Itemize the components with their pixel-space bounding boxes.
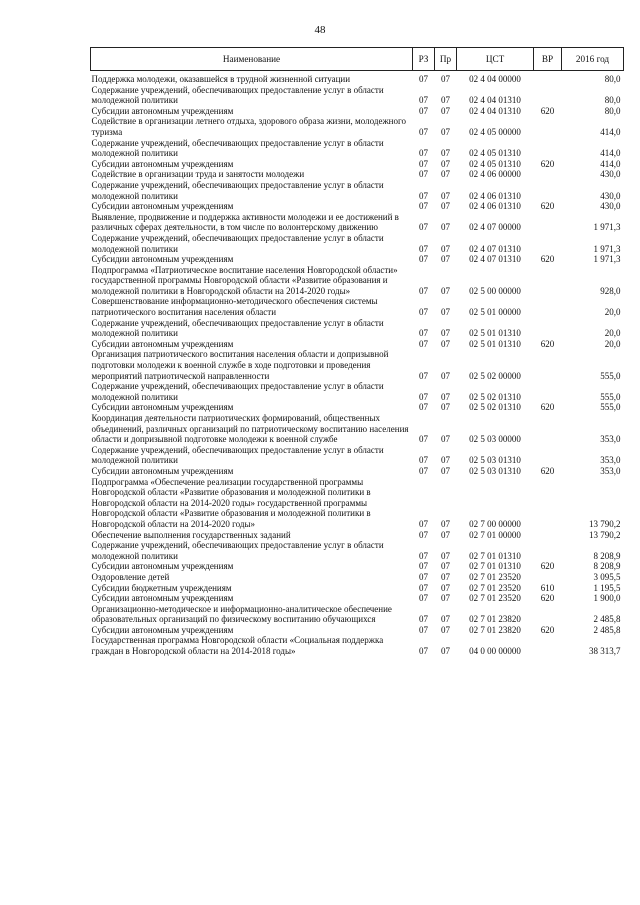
- table-row: [91, 445, 624, 466]
- table-row: [91, 466, 624, 477]
- cell-cst: 02 7 00 00000: [469, 518, 521, 529]
- cell-amount: 1 195,5: [593, 582, 621, 593]
- cell-name: Совершенствование информационно-методического обеспечения системы патриотического воспитания населения области: [91, 296, 378, 318]
- cell-cst: 02 5 03 00000: [469, 434, 521, 445]
- cell-amount: 430,0: [600, 201, 621, 212]
- cell-vr: 610: [540, 582, 555, 593]
- cell-vr: [534, 212, 562, 233]
- cell-name: Государственная программа Новгородской области «Социальная поддержка граждан в Новгородской области на 2014-2018 годы»: [91, 635, 384, 657]
- cell-pr: 07: [441, 338, 450, 349]
- cell-rz: 07: [419, 571, 428, 582]
- cell-amount: 1 900,0: [593, 593, 621, 604]
- cell-pr: 07: [441, 190, 450, 201]
- table-row: [91, 85, 624, 106]
- cell-name: Обеспечение выполнения государственных заданий: [91, 529, 291, 540]
- cell-rz: 07: [419, 434, 428, 445]
- cell-amount: 20,0: [604, 338, 621, 349]
- cell-rz: 07: [419, 328, 428, 339]
- table-row: [91, 540, 624, 561]
- cell-vr: [534, 85, 562, 106]
- table-row: [91, 201, 624, 212]
- cell-amount: 8 208,9: [593, 561, 621, 572]
- cell-cst: 02 4 06 01310: [469, 201, 521, 212]
- cell-rz: 07: [419, 518, 428, 529]
- cell-cst: 02 5 02 01310: [469, 391, 521, 402]
- cell-amount: 2 485,8: [593, 624, 621, 635]
- cell-vr: [534, 530, 562, 541]
- cell-vr: [534, 265, 562, 297]
- cell-pr: 07: [441, 105, 450, 116]
- cell-cst: 04 0 00 00000: [469, 646, 521, 657]
- cell-pr: 07: [441, 561, 450, 572]
- cell-amount: 80,0: [604, 105, 621, 116]
- cell-amount: 555,0: [600, 391, 621, 402]
- table-header-row: [91, 48, 624, 71]
- table-row: [91, 339, 624, 350]
- cell-pr: 07: [441, 571, 450, 582]
- table-row: [91, 233, 624, 254]
- cell-rz: 07: [419, 307, 428, 318]
- table-row: [91, 413, 624, 445]
- header-pr: Пр: [435, 48, 457, 71]
- cell-vr: [534, 477, 562, 530]
- table-row: [91, 138, 624, 159]
- cell-amount: 928,0: [600, 285, 621, 296]
- cell-name: Субсидии автономным учреждениям: [91, 465, 234, 476]
- cell-name: Подпрограмма «Патриотическое воспитание населения Новгородской области» государственной программы Новгородской области «Развитие образования и молодежной политики в Новгородской области на 2014-2020 годы»: [91, 264, 398, 296]
- cell-vr: [534, 116, 562, 137]
- cell-vr: 620: [540, 105, 555, 116]
- table-row: [91, 349, 624, 381]
- table-row: [91, 530, 624, 541]
- cell-name: Поддержка молодежи, оказавшейся в трудной жизненной ситуации: [91, 74, 351, 84]
- cell-pr: 07: [441, 169, 450, 180]
- cell-pr: 07: [441, 529, 450, 540]
- cell-name: Субсидии автономным учреждениям: [91, 402, 234, 413]
- cell-pr: 07: [441, 328, 450, 339]
- cell-cst: 02 4 04 01310: [469, 105, 521, 116]
- cell-name: Содержание учреждений, обеспечивающих предоставление услуг в области молодежной политики: [91, 84, 384, 106]
- cell-amount: 430,0: [600, 190, 621, 201]
- cell-cst: 02 5 01 01310: [469, 328, 521, 339]
- cell-pr: 07: [441, 222, 450, 233]
- cell-rz: 07: [419, 338, 428, 349]
- cell-amount: 555,0: [600, 402, 621, 413]
- cell-pr: 07: [441, 285, 450, 296]
- cell-pr: 07: [441, 158, 450, 169]
- cell-vr: 620: [540, 593, 555, 604]
- cell-rz: 07: [419, 391, 428, 402]
- cell-amount: 353,0: [600, 465, 621, 476]
- cell-name: Субсидии автономным учреждениям: [91, 254, 234, 265]
- table-row: [91, 381, 624, 402]
- cell-pr: 07: [441, 126, 450, 137]
- cell-vr: 620: [540, 465, 555, 476]
- cell-amount: 8 208,9: [593, 550, 621, 561]
- cell-amount: 3 095,5: [593, 571, 621, 582]
- cell-rz: 07: [419, 529, 428, 540]
- cell-pr: 07: [441, 391, 450, 402]
- cell-name: Субсидии автономным учреждениям: [91, 201, 234, 212]
- cell-cst: 02 7 01 23520: [469, 571, 521, 582]
- cell-rz: 07: [419, 614, 428, 625]
- cell-name: Содержание учреждений, обеспечивающих предоставление услуг в области молодежной политики: [91, 540, 384, 561]
- table-row: [91, 583, 624, 594]
- table-body: [91, 71, 624, 657]
- cell-vr: [534, 540, 562, 561]
- cell-vr: [534, 445, 562, 466]
- table-row: [91, 180, 624, 201]
- cell-cst: 02 5 01 00000: [469, 307, 521, 318]
- cell-cst: 02 5 03 01310: [469, 465, 521, 476]
- cell-cst: 02 4 06 00000: [469, 169, 521, 180]
- cell-pr: 07: [441, 614, 450, 625]
- cell-name: Субсидии автономным учреждениям: [91, 105, 234, 116]
- cell-amount: 414,0: [600, 126, 621, 137]
- cell-vr: [534, 180, 562, 201]
- cell-rz: 07: [419, 561, 428, 572]
- table-row: [91, 402, 624, 413]
- cell-name: Субсидии автономным учреждениям: [91, 561, 234, 572]
- cell-rz: 07: [419, 222, 428, 233]
- cell-cst: 02 4 04 00000: [469, 74, 521, 84]
- table-row: [91, 296, 624, 317]
- cell-rz: 07: [419, 582, 428, 593]
- table-row: [91, 116, 624, 137]
- cell-rz: 07: [419, 624, 428, 635]
- cell-name: Содействие в организации летнего отдыха, здорового образа жизни, молодежного туризма: [91, 116, 406, 137]
- cell-pr: 07: [441, 550, 450, 561]
- cell-name: Субсидии автономным учреждениям: [91, 158, 234, 169]
- cell-pr: 07: [441, 402, 450, 413]
- cell-cst: 02 4 06 01310: [469, 190, 521, 201]
- cell-rz: 07: [419, 402, 428, 413]
- cell-pr: 07: [441, 582, 450, 593]
- cell-cst: 02 4 05 01310: [469, 158, 521, 169]
- cell-vr: [534, 169, 562, 180]
- page-number: 48: [314, 24, 326, 36]
- cell-amount: 1 971,3: [593, 243, 621, 254]
- cell-vr: 620: [540, 158, 555, 169]
- cell-vr: [534, 296, 562, 317]
- cell-vr: [534, 572, 562, 583]
- table-row: [91, 254, 624, 265]
- cell-cst: 02 7 01 23820: [469, 624, 521, 635]
- cell-name: Субсидии автономным учреждениям: [91, 338, 234, 349]
- cell-pr: 07: [441, 455, 450, 466]
- cell-cst: 02 7 01 01310: [469, 550, 521, 561]
- cell-name: Оздоровление детей: [91, 571, 170, 582]
- cell-name: Содержание учреждений, обеспечивающих предоставление услуг в области молодежной политики: [91, 179, 384, 201]
- cell-vr: [534, 381, 562, 402]
- cell-vr: 620: [540, 402, 555, 413]
- cell-vr: [534, 233, 562, 254]
- cell-amount: 80,0: [604, 74, 621, 84]
- table-row: [91, 561, 624, 572]
- cell-rz: 07: [419, 243, 428, 254]
- cell-pr: 07: [441, 254, 450, 265]
- cell-name: Субсидии бюджетным учреждениям: [91, 582, 232, 593]
- cell-name: Содействие в организации труда и занятости молодежи: [91, 169, 305, 180]
- cell-amount: 1 971,3: [593, 222, 621, 233]
- table-row: [91, 477, 624, 530]
- cell-pr: 07: [441, 201, 450, 212]
- cell-rz: 07: [419, 285, 428, 296]
- cell-vr: 620: [540, 338, 555, 349]
- cell-rz: 07: [419, 158, 428, 169]
- cell-pr: 07: [441, 74, 450, 84]
- cell-cst: 02 7 01 01310: [469, 561, 521, 572]
- cell-amount: 38 313,7: [589, 646, 621, 657]
- cell-amount: 20,0: [604, 307, 621, 318]
- cell-vr: [534, 318, 562, 339]
- cell-name: Субсидии автономным учреждениям: [91, 593, 234, 604]
- cell-amount: 13 790,2: [589, 529, 621, 540]
- cell-rz: 07: [419, 95, 428, 106]
- cell-cst: 02 7 01 00000: [469, 529, 521, 540]
- cell-name: Подпрограмма «Обеспечение реализации государственной программы Новгородской области «Развитие образования и молодежной политики в Новгородской области на 2014-2020 годы» государственной программы Новгородской области «Развитие образования и молодежной политики в Новгородской области на 2014-2020 годы»: [91, 476, 371, 529]
- cell-rz: 07: [419, 105, 428, 116]
- table-row: [91, 106, 624, 117]
- table-row: [91, 159, 624, 170]
- cell-cst: 02 7 01 23520: [469, 582, 521, 593]
- table-row: [91, 169, 624, 180]
- cell-pr: 07: [441, 624, 450, 635]
- cell-amount: 430,0: [600, 169, 621, 180]
- cell-name: Координация деятельности патриотических формирований, общественных объединений, различных организаций по патриотическому воспитанию населения области и допризывной подготовке молодежи к военной службе: [91, 413, 409, 445]
- cell-rz: 07: [419, 74, 428, 84]
- cell-name: Содержание учреждений, обеспечивающих предоставление услуг в области молодежной политики: [91, 381, 384, 402]
- cell-cst: 02 7 01 23520: [469, 593, 521, 604]
- cell-pr: 07: [441, 434, 450, 445]
- cell-vr: 620: [540, 561, 555, 572]
- cell-rz: 07: [419, 550, 428, 561]
- cell-amount: 13 790,2: [589, 518, 621, 529]
- table-row: [91, 625, 624, 636]
- cell-pr: 07: [441, 307, 450, 318]
- cell-rz: 07: [419, 126, 428, 137]
- header-vr: ВР: [534, 48, 562, 71]
- cell-name: Субсидии автономным учреждениям: [91, 624, 234, 635]
- cell-vr: [534, 635, 562, 656]
- cell-name: Организационно-методическое и информационно-аналитическое обеспечение образовательных организаций по физическому воспитанию обучающихся: [91, 603, 392, 625]
- table-row: [91, 593, 624, 604]
- cell-rz: 07: [419, 370, 428, 381]
- cell-amount: 414,0: [600, 158, 621, 169]
- cell-pr: 07: [441, 148, 450, 159]
- header-rz: РЗ: [413, 48, 435, 71]
- cell-name: Содержание учреждений, обеспечивающих предоставление услуг в области молодежной политики: [91, 137, 384, 159]
- header-name: Наименование: [91, 48, 413, 71]
- cell-pr: 07: [441, 95, 450, 106]
- cell-pr: 07: [441, 646, 450, 657]
- cell-cst: 02 5 03 01310: [469, 455, 521, 466]
- cell-vr: [534, 349, 562, 381]
- cell-name: Выявление, продвижение и поддержка активности молодежи и ее достижений в различных сферах деятельности, в том числе по волонтерскому движению: [91, 211, 399, 233]
- header-year: 2016 год: [562, 48, 624, 71]
- cell-cst: 02 4 07 00000: [469, 222, 521, 233]
- cell-name: Содержание учреждений, обеспечивающих предоставление услуг в области молодежной политики: [91, 317, 384, 339]
- cell-amount: 80,0: [604, 95, 621, 106]
- table-row: [91, 604, 624, 625]
- budget-table: [90, 47, 624, 657]
- cell-rz: 07: [419, 254, 428, 265]
- cell-rz: 07: [419, 593, 428, 604]
- cell-name: Содержание учреждений, обеспечивающих предоставление услуг в области молодежной политики: [91, 444, 384, 466]
- table-row: [91, 635, 624, 656]
- cell-amount: 1 971,3: [593, 254, 621, 265]
- cell-amount: 353,0: [600, 455, 621, 466]
- cell-name: Содержание учреждений, обеспечивающих предоставление услуг в области молодежной политики: [91, 232, 384, 254]
- cell-cst: 02 4 05 01310: [469, 148, 521, 159]
- cell-amount: 2 485,8: [593, 614, 621, 625]
- cell-rz: 07: [419, 455, 428, 466]
- cell-pr: 07: [441, 465, 450, 476]
- cell-rz: 07: [419, 465, 428, 476]
- cell-cst: 02 4 07 01310: [469, 254, 521, 265]
- cell-vr: 620: [540, 624, 555, 635]
- cell-vr: [534, 604, 562, 625]
- cell-cst: 02 5 02 00000: [469, 370, 521, 381]
- table-row: [91, 572, 624, 583]
- cell-pr: 07: [441, 518, 450, 529]
- cell-rz: 07: [419, 190, 428, 201]
- cell-rz: 07: [419, 148, 428, 159]
- table-row: [91, 212, 624, 233]
- cell-rz: 07: [419, 646, 428, 657]
- cell-cst: 02 5 02 01310: [469, 402, 521, 413]
- cell-vr: [534, 413, 562, 445]
- table-row: [91, 71, 624, 85]
- table-row: [91, 318, 624, 339]
- cell-vr: [534, 71, 562, 85]
- cell-vr: 620: [540, 254, 555, 265]
- cell-cst: 02 5 00 00000: [469, 285, 521, 296]
- cell-cst: 02 4 07 01310: [469, 243, 521, 254]
- table-row: [91, 265, 624, 297]
- cell-cst: 02 4 04 01310: [469, 95, 521, 106]
- cell-rz: 07: [419, 169, 428, 180]
- cell-amount: 555,0: [600, 370, 621, 381]
- cell-amount: 20,0: [604, 328, 621, 339]
- cell-cst: 02 5 01 01310: [469, 338, 521, 349]
- header-cst: ЦСТ: [457, 48, 534, 71]
- cell-cst: 02 4 05 00000: [469, 126, 521, 137]
- cell-rz: 07: [419, 201, 428, 212]
- cell-name: Организация патриотического воспитания населения области и допризывной подготовки молодежи к военной службе в ходе подготовки и проведения мероприятий патриотической направленности: [91, 349, 389, 381]
- cell-cst: 02 7 01 23820: [469, 614, 521, 625]
- cell-pr: 07: [441, 370, 450, 381]
- cell-pr: 07: [441, 593, 450, 604]
- cell-pr: 07: [441, 243, 450, 254]
- cell-amount: 414,0: [600, 148, 621, 159]
- cell-vr: [534, 138, 562, 159]
- cell-amount: 353,0: [600, 434, 621, 445]
- cell-vr: 620: [540, 201, 555, 212]
